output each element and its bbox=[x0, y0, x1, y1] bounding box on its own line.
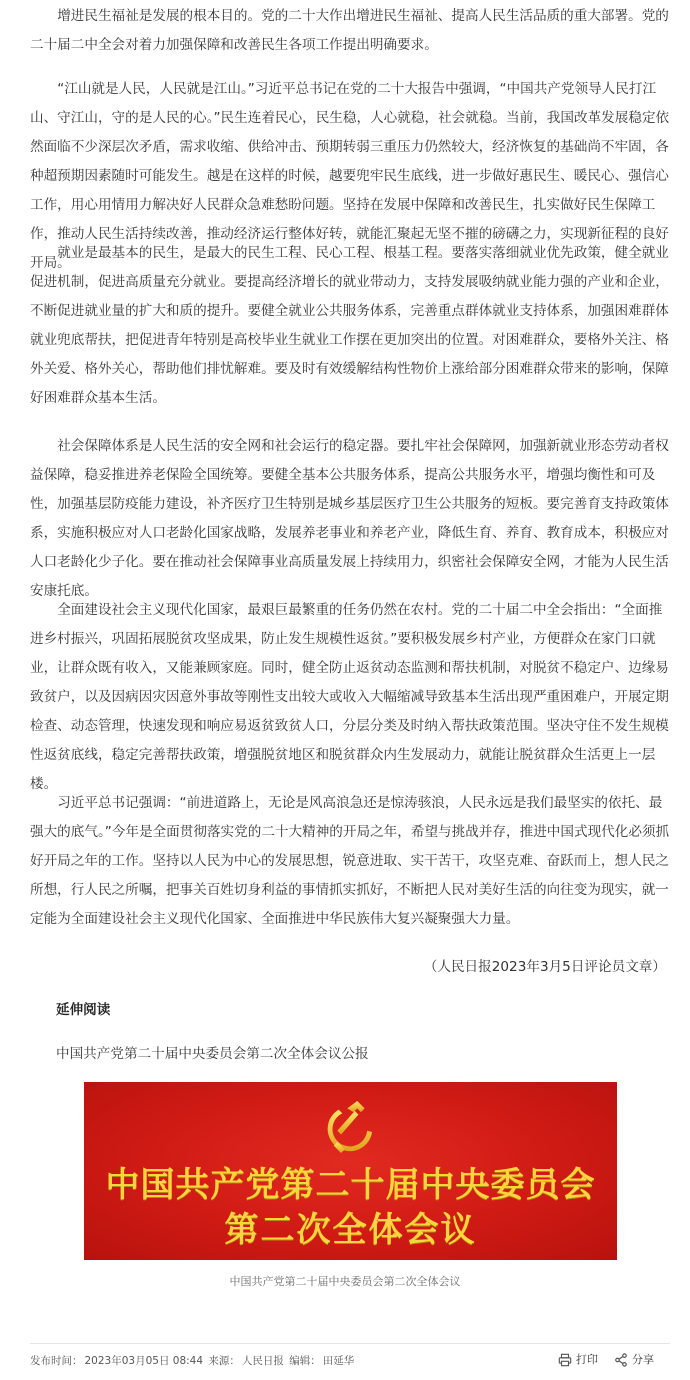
extended-reading-heading: 延伸阅读 bbox=[56, 1002, 111, 1018]
article-paragraph-3: 就业是最基本的民生，是最大的民生工程、民心工程、根基工程。要落实落细就业优先政策，健全就业促进机制，促进高质量充分就业。要提高经济增长的就业带动力，支持发展吸纳就业能力强的产业和企业，不断促进就业量的扩大和质的提升。要健全就业公共服务体系，完善重点群体就业支持体系，加强困难群体就业兜底帮扶，把促进青年特别是高校毕业生就业工作摆在更加突出的位置。对困难群众，要格外关注、格外关爱、格外关心，帮助他们排忧解难。要及时有效缓解结构性物价上涨给部分困难群众带来的影响，保障好困难群众基本生活。 bbox=[30, 245, 669, 406]
editor-value: 田延华 bbox=[322, 1355, 355, 1367]
share-button[interactable] bbox=[614, 1350, 654, 1370]
editor-label: 编辑： bbox=[289, 1355, 321, 1367]
hammer-and-sickle-icon bbox=[320, 1096, 382, 1158]
source-value: 人民日报 bbox=[241, 1355, 284, 1367]
printer-icon bbox=[558, 1353, 572, 1367]
share-label: 分享 bbox=[632, 1353, 654, 1366]
article-source-note: （人民日报2023年3月5日评论员文章） bbox=[423, 959, 666, 975]
article-paragraph-2: “江山就是人民，人民就是江山。”习近平总书记在党的二十大报告中强调，“中国共产党领导人民打江山、守江山，守的是人民的心。”民生连着民心，民生稳，人心就稳，社会就稳。当前，我国改革发展稳定依然面临不少深层次矛盾，需求收缩、供给冲击、预期转弱三重压力仍然较大，经济恢复的基础尚不牢固，各种超预期因素随时可能发生。越是在这样的时候，越要兜牢民生底线，进一步做好惠民生、暖民心、强信心工作，用心用情用力解决好人民群众急难愁盼问题。坚持在发展中保障和改善民生，扎实做好民生保障工作，推动人民生活持续改善，推动经济运行整体好转，就能汇聚起无坚不摧的磅礴之力，实现新征程的良好开局。 bbox=[30, 81, 670, 271]
banner-title-line-1: 中国共产党第二十届中央委员会 bbox=[105, 1165, 596, 1205]
source-label: 来源： bbox=[208, 1355, 240, 1367]
article-meta bbox=[30, 1352, 356, 1370]
share-icon bbox=[614, 1353, 628, 1367]
article-paragraph-5: 全面建设社会主义现代化国家，最艰巨最繁重的任务仍然在农村。党的二十届二中全会指出：“全面推进乡村振兴，巩固拓展脱贫攻坚成果，防止发生规模性返贫。”要积极发展乡村产业，方便群众在家门口就业，让群众既有收入，又能兼顾家庭。同时，健全防止返贫动态监测和帮扶机制，对脱贫不稳定户、边缘易致贫户，以及因病因灾因意外事故等刚性支出较大或收入大幅缩减导致基本生活出现严重困难户，开展定期检查、动态管理，快速发现和响应易返贫致贫人口，分层分类及时纳入帮扶政策范围。坚决守住不发生规模性返贫底线，稳定完善帮扶政策，增强脱贫地区和脱贫群众内生发展动力，就能让脱贫群众生活更上一层楼。 bbox=[30, 602, 669, 792]
print-button[interactable] bbox=[558, 1350, 598, 1370]
plenary-session-banner-image[interactable] bbox=[84, 1082, 617, 1260]
article-paragraph-4: 社会保障体系是人民生活的安全网和社会运行的稳定器。要扎牢社会保障网，加强新就业形态劳动者权益保障，稳妥推进养老保险全国统筹。要健全基本公共服务体系，提高公共服务水平，增强均衡性和可及性，加强基层防疫能力建设，补齐医疗卫生特别是城乡基层医疗卫生公共服务的短板。要完善育支持政策体系，实施积极应对人口老龄化国家战略，发展养老事业和养老产业，降低生育、养育、教育成本，积极应对人口老龄化少子化。要在推动社会保障事业高质量发展上持续用力，织密社会保障安全网，才能为人民生活安康托底。 bbox=[30, 438, 669, 599]
print-label: 打印 bbox=[576, 1353, 598, 1366]
published-label: 发布时间： bbox=[30, 1355, 83, 1367]
article-paragraph-6: 习近平总书记强调：“前进道路上，无论是风高浪急还是惊涛骇浪，人民永远是我们最坚实的依托、最强大的底气。”今年是全面贯彻落实党的二十大精神的开局之年，希望与挑战并存，推进中国式现代化必须抓好开局之年的工作。坚持以人民为中心的发展思想，锐意进取、实干苦干，攻坚克难、奋跃而上，想人民之所想，行人民之所嘱，把事关百姓切身利益的事情抓实抓好，不断把人民对美好生活的向往变为现实，就一定能为全面建设社会主义现代化国家、全面推进中华民族伟大复兴凝聚强大力量。 bbox=[30, 795, 670, 927]
article-paragraph-1: 增进民生福祉是发展的根本目的。党的二十大作出增进民生福祉、提高人民生活品质的重大部署。党的二十届二中全会对着力加强保障和改善民生各项工作提出明确要求。 bbox=[30, 8, 669, 53]
banner-title-line-2: 第二次全体会议 bbox=[224, 1210, 477, 1250]
article-footer-bar bbox=[30, 1343, 670, 1378]
banner-caption: 中国共产党第二十届中央委员会第二次全体会议 bbox=[229, 1275, 461, 1288]
extended-reading-link[interactable]: 中国共产党第二十届中央委员会第二次全体会议公报 bbox=[56, 1046, 369, 1062]
published-time: 2023年03月05日 08:44 bbox=[84, 1355, 204, 1367]
